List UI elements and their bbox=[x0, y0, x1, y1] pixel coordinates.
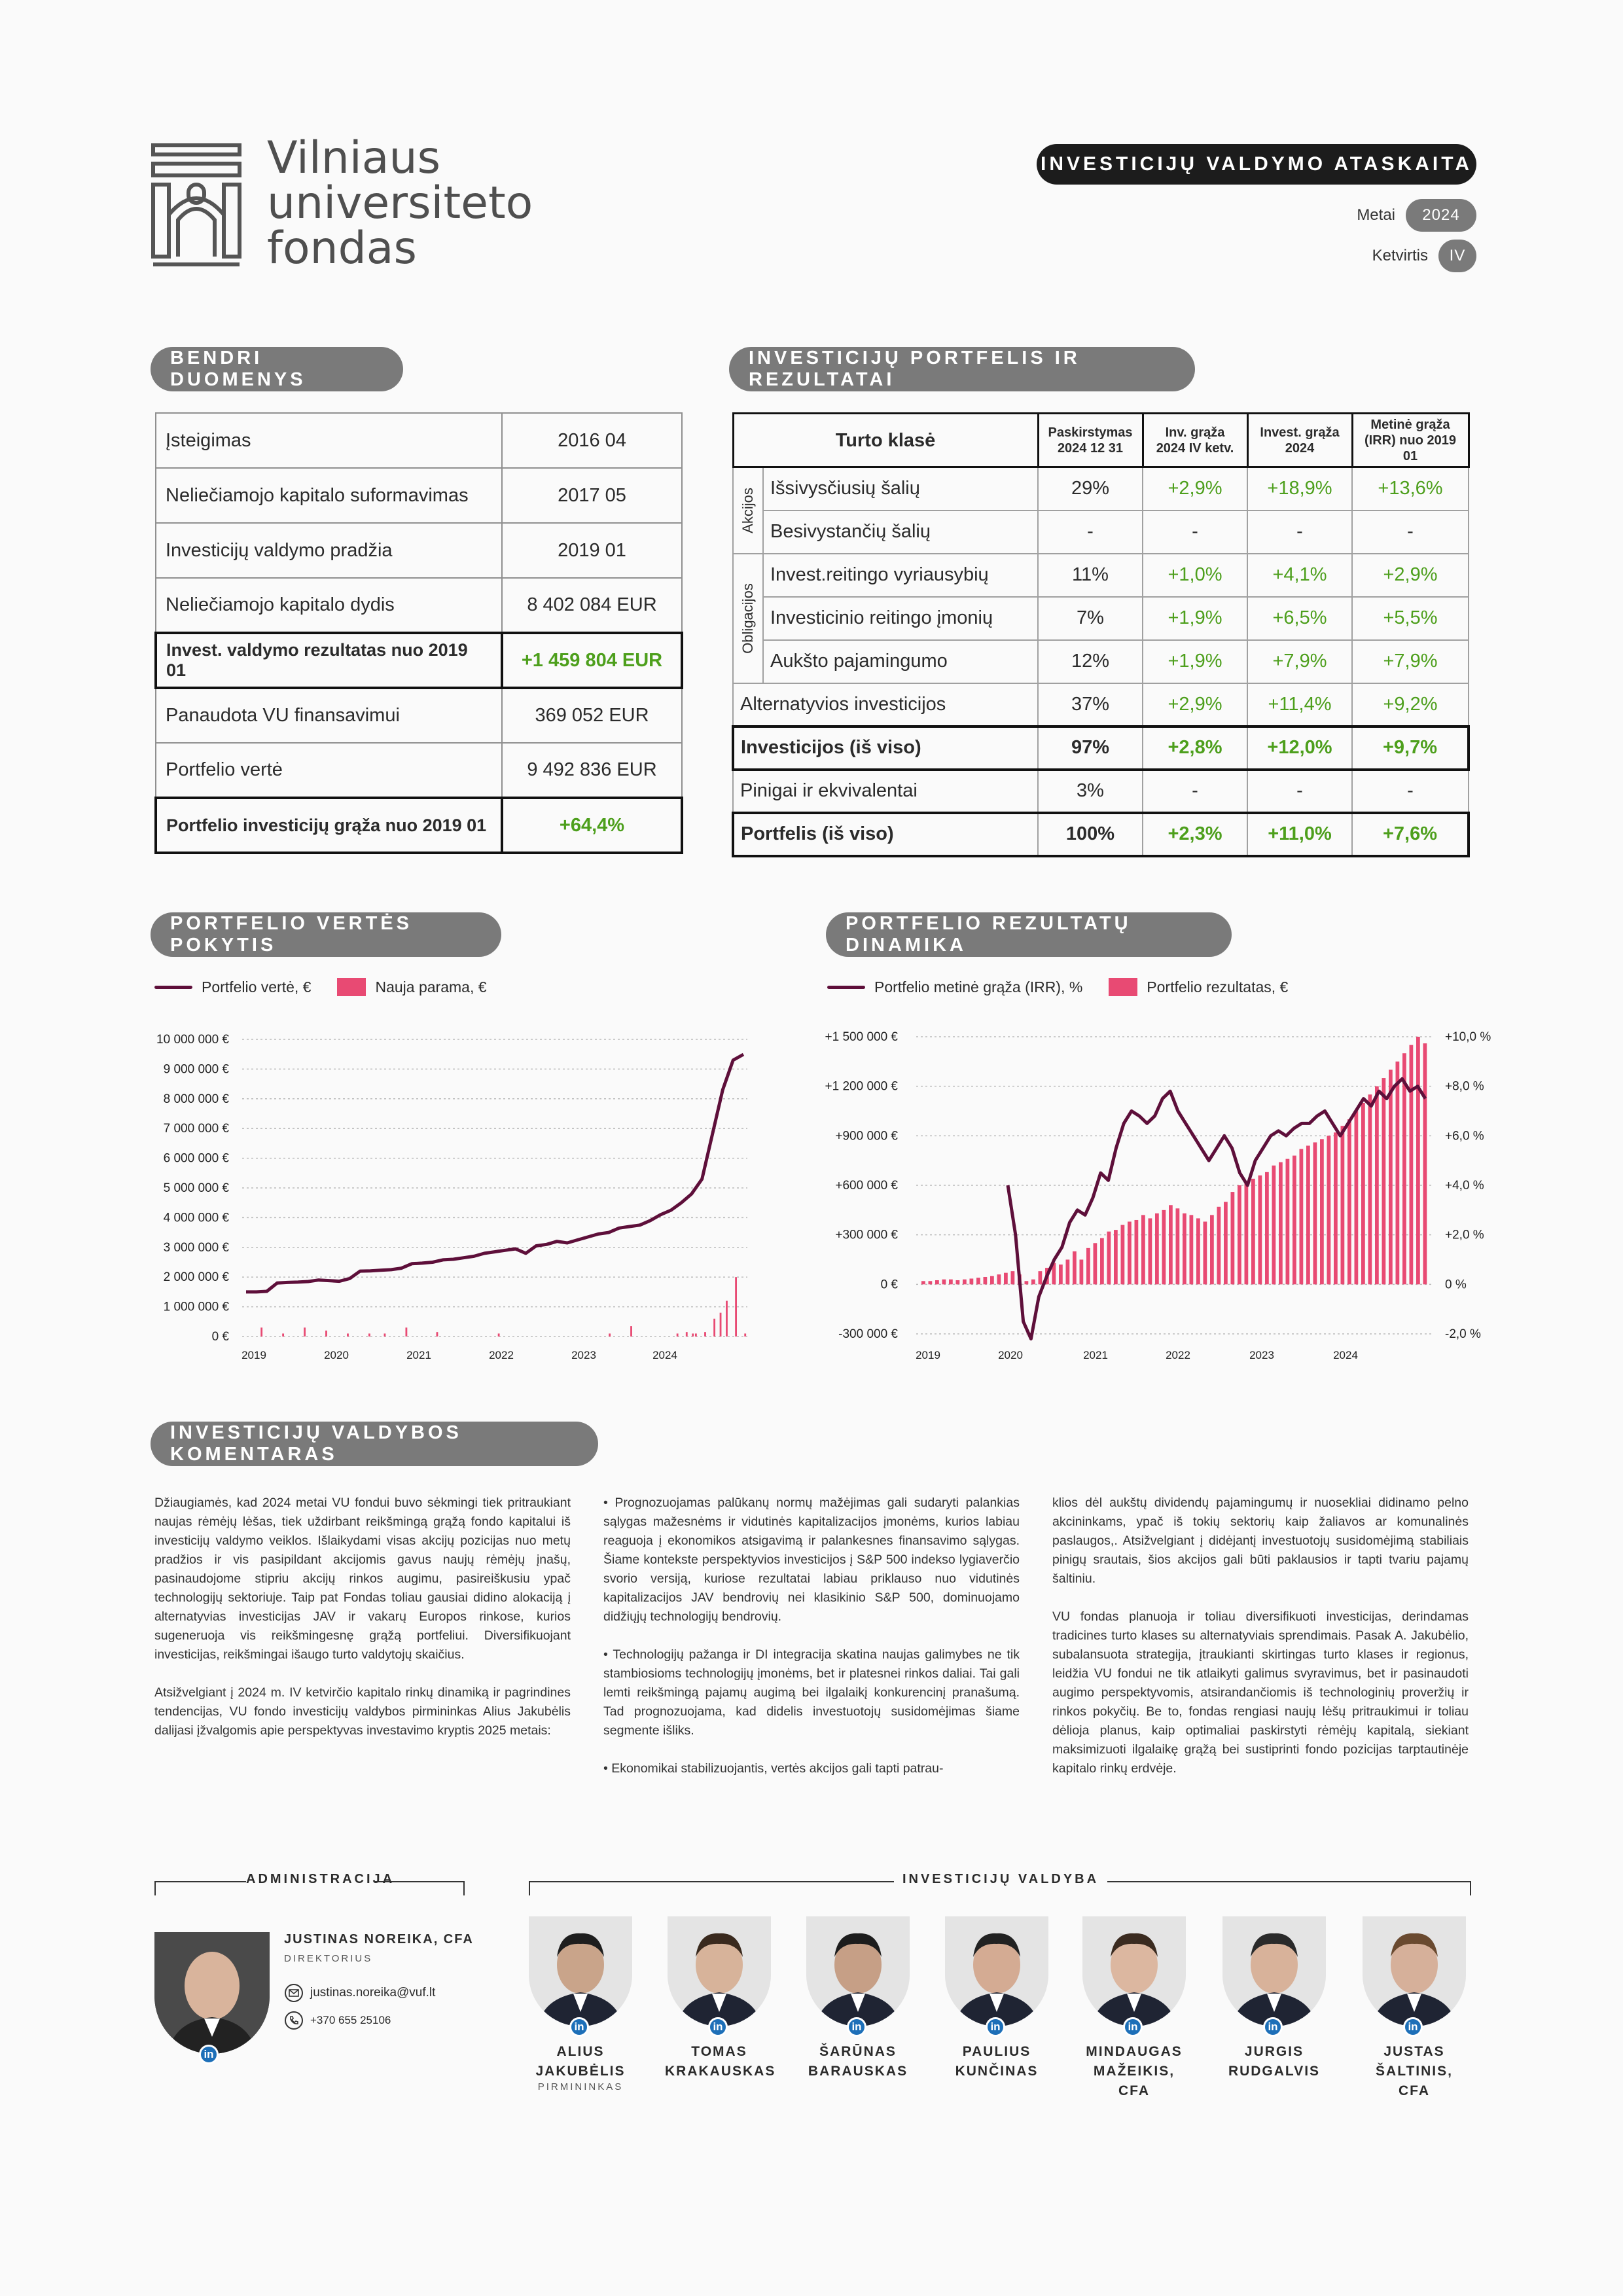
bar bbox=[1031, 1280, 1035, 1285]
board-member bbox=[1220, 1916, 1329, 2081]
board-member-photo bbox=[1222, 1916, 1326, 2026]
year-label: Metai bbox=[1357, 206, 1395, 224]
admin-phone-row[interactable] bbox=[284, 2011, 391, 2030]
portfolio-row bbox=[733, 640, 1469, 683]
bar bbox=[1251, 1179, 1255, 1284]
admin-phone[interactable]: +370 655 25106 bbox=[310, 2014, 391, 2026]
portfolio-cell: +2,9% bbox=[1143, 683, 1247, 726]
portfolio-cell: +1,0% bbox=[1143, 554, 1247, 597]
y-tick-label: 7 000 000 € bbox=[163, 1122, 229, 1136]
admin-photo bbox=[154, 1932, 270, 2054]
admin-email[interactable]: justinas.noreika@vuf.lt bbox=[310, 1986, 436, 2000]
bar bbox=[304, 1327, 306, 1336]
y-tick-label-left: +1 500 000 € bbox=[825, 1030, 898, 1044]
portfolio-cell: - bbox=[1247, 511, 1352, 554]
bar bbox=[1341, 1126, 1345, 1284]
asset-class-label: Aukšto pajamingumo bbox=[763, 640, 1038, 683]
bar bbox=[677, 1333, 679, 1336]
general-row bbox=[156, 578, 682, 633]
board-member bbox=[942, 1916, 1051, 2081]
email-icon bbox=[284, 1983, 304, 2003]
group-label-obligacijos: Obligacijos bbox=[733, 554, 763, 683]
bar bbox=[1265, 1172, 1269, 1285]
bar bbox=[1155, 1213, 1159, 1284]
col-header-asset: Turto klasė bbox=[733, 414, 1038, 467]
board-member-photo bbox=[945, 1916, 1048, 2026]
bar bbox=[990, 1276, 994, 1285]
portfolio-cell: 29% bbox=[1038, 467, 1143, 511]
y-tick-label-left: +1 200 000 € bbox=[825, 1079, 898, 1094]
portfolio-cell: +7,6% bbox=[1352, 813, 1469, 856]
x-tick-label: 2019 bbox=[916, 1349, 940, 1361]
y-tick-label-right: -2,0 % bbox=[1445, 1327, 1481, 1341]
bar bbox=[1402, 1053, 1406, 1284]
y-tick-label-left: +600 000 € bbox=[835, 1179, 898, 1193]
bar bbox=[1382, 1078, 1386, 1284]
general-data-title: BENDRI DUOMENYS bbox=[151, 347, 403, 391]
value-chart-legend bbox=[154, 978, 487, 996]
bar bbox=[1347, 1119, 1351, 1284]
commentary-paragraph: VU fondas planuoja ir toliau diversifikuoti investicijas, derindamas tradicines turto klases su alternatyviais sprendimais. Pasak A. Jakubėlio, subalansuota strategija, įtraukianti skirtingas turto klases ir regionus, leidžia VU fondui ne tik atlaikyti galimus svyravimus, bet ir pasinaudoti augimo perspektyvomis, atsirandančiomis iš technologinių proveržių ir rinkos pokyčių. Be to, fondas rengiasi naujų lėšų pritraukimui ir toliau dėlioja planus, kaip optimaliai paskirstyti rėmėjų kapitalą, siekiant maksimizuoti ilgalaikę grąžą bei sustiprinti fondo pozicijas tarptautinėje kapitalo rinkų erdvėje. bbox=[1052, 1609, 1469, 1776]
bar bbox=[1320, 1139, 1324, 1284]
portfolio-cell: 12% bbox=[1038, 640, 1143, 683]
board-member-photo bbox=[529, 1916, 632, 2026]
x-tick-label: 2024 bbox=[1333, 1349, 1358, 1361]
portfolio-cell: - bbox=[1143, 770, 1247, 813]
y-tick-label: 1 000 000 € bbox=[163, 1300, 229, 1314]
bar bbox=[1410, 1045, 1414, 1285]
bar bbox=[325, 1331, 327, 1336]
results-chart-title: PORTFELIO REZULTATŲ DINAMIKA bbox=[826, 912, 1232, 957]
bar bbox=[1094, 1243, 1097, 1284]
bar bbox=[970, 1279, 974, 1285]
bar bbox=[1128, 1221, 1132, 1284]
bar bbox=[630, 1326, 632, 1336]
general-row-label: Invest. valdymo rezultatas nuo 2019 01 bbox=[156, 633, 502, 688]
general-row bbox=[156, 468, 682, 523]
general-row-value: +64,4% bbox=[502, 798, 682, 853]
y-tick-label-right: +4,0 % bbox=[1445, 1179, 1484, 1193]
x-tick-label: 2022 bbox=[1166, 1349, 1190, 1361]
portfolio-cell: +7,9% bbox=[1247, 640, 1352, 683]
bar bbox=[704, 1332, 706, 1336]
portfolio-cell: +18,9% bbox=[1247, 467, 1352, 511]
bar bbox=[1190, 1215, 1194, 1284]
general-row-label: Neliečiamojo kapitalo suformavimas bbox=[156, 468, 502, 523]
commentary-column-3 bbox=[1052, 1494, 1469, 1797]
linkedin-icon[interactable]: in bbox=[569, 2017, 589, 2037]
bar bbox=[976, 1278, 980, 1284]
bar bbox=[720, 1313, 722, 1336]
x-tick-label: 2019 bbox=[241, 1349, 266, 1361]
portfolio-cell: +5,5% bbox=[1352, 597, 1469, 640]
x-tick-label: 2024 bbox=[652, 1349, 677, 1361]
linkedin-icon[interactable]: in bbox=[708, 2017, 728, 2037]
bar bbox=[1355, 1111, 1359, 1285]
bar bbox=[1389, 1069, 1393, 1284]
bar bbox=[1334, 1132, 1338, 1284]
bar bbox=[609, 1333, 611, 1336]
portfolio-row bbox=[733, 683, 1469, 726]
col-header-allocation: Paskirstymas 2024 12 31 bbox=[1038, 414, 1143, 467]
bar bbox=[1135, 1220, 1139, 1284]
x-tick-label: 2022 bbox=[489, 1349, 514, 1361]
quarter-row bbox=[1372, 240, 1476, 272]
university-gate-icon bbox=[151, 143, 242, 268]
board-title: INVESTICIJŲ VALDYBA bbox=[894, 1872, 1107, 1887]
portfolio-row bbox=[733, 511, 1469, 554]
year-row bbox=[1357, 199, 1476, 232]
bar bbox=[1361, 1103, 1365, 1284]
linkedin-icon[interactable]: in bbox=[1123, 2017, 1143, 2037]
bar bbox=[942, 1280, 946, 1285]
quarter-badge: IV bbox=[1438, 240, 1476, 272]
portfolio-cell: +1,9% bbox=[1143, 640, 1247, 683]
y-tick-label-right: +2,0 % bbox=[1445, 1228, 1484, 1242]
x-tick-label: 2021 bbox=[1083, 1349, 1108, 1361]
year-badge: 2024 bbox=[1406, 199, 1476, 232]
x-tick-label: 2020 bbox=[998, 1349, 1023, 1361]
portfolio-row bbox=[733, 554, 1469, 597]
general-row-value: 2016 04 bbox=[502, 413, 682, 468]
bar bbox=[1238, 1185, 1241, 1284]
portfolio-cell: +1,9% bbox=[1143, 597, 1247, 640]
portfolio-cell: +9,7% bbox=[1352, 726, 1469, 770]
bar bbox=[1327, 1136, 1331, 1284]
portfolio-row bbox=[733, 813, 1469, 856]
general-row bbox=[156, 413, 682, 468]
legend-bar-swatch bbox=[337, 978, 366, 996]
portfolio-cell: +6,5% bbox=[1247, 597, 1352, 640]
bar bbox=[437, 1332, 438, 1336]
board-member bbox=[526, 1916, 635, 2092]
legend-label: Portfelio vertė, € bbox=[202, 978, 312, 996]
bar bbox=[997, 1274, 1001, 1284]
series-line bbox=[246, 1054, 743, 1292]
general-row-label: Panaudota VU finansavimui bbox=[156, 688, 502, 743]
commentary-column-2 bbox=[603, 1494, 1020, 1797]
general-row-value: 9 492 836 EUR bbox=[502, 743, 682, 798]
general-row-label: Portfelio vertė bbox=[156, 743, 502, 798]
board-member-role: PIRMININKAS bbox=[537, 2081, 624, 2092]
board-member-photo bbox=[806, 1916, 910, 2026]
commentary-paragraph: • Ekonomikai stabilizuojantis, vertės akcijos gali tapti patrau- bbox=[603, 1761, 944, 1776]
general-row-label: Neliečiamojo kapitalo dydis bbox=[156, 578, 502, 633]
portfolio-cell: - bbox=[1247, 770, 1352, 813]
linkedin-icon[interactable]: in bbox=[1403, 2017, 1423, 2037]
bar bbox=[1004, 1273, 1008, 1285]
x-tick-label: 2020 bbox=[324, 1349, 349, 1361]
bar bbox=[1368, 1094, 1372, 1284]
bar bbox=[1149, 1218, 1152, 1284]
portfolio-cell: 3% bbox=[1038, 770, 1143, 813]
bar bbox=[1231, 1192, 1235, 1284]
bar bbox=[1114, 1230, 1118, 1284]
board-member bbox=[804, 1916, 912, 2081]
bar bbox=[935, 1280, 939, 1284]
bar bbox=[1141, 1215, 1145, 1284]
logo-line: Vilniaus bbox=[267, 132, 440, 184]
y-tick-label: 8 000 000 € bbox=[163, 1092, 229, 1106]
portfolio-cell: - bbox=[1352, 511, 1469, 554]
y-tick-label-left: 0 € bbox=[880, 1278, 898, 1292]
bar bbox=[929, 1281, 933, 1284]
x-tick-label: 2023 bbox=[571, 1349, 596, 1361]
bar bbox=[1086, 1248, 1090, 1284]
portfolio-cell: +4,1% bbox=[1247, 554, 1352, 597]
board-member-name: JURGIS RUDGALVIS bbox=[1228, 2044, 1321, 2079]
logo-text bbox=[267, 132, 533, 274]
board-member-photo bbox=[1082, 1916, 1186, 2026]
bar bbox=[686, 1332, 688, 1336]
y-tick-label: 9 000 000 € bbox=[163, 1062, 229, 1077]
y-tick-label-right: +6,0 % bbox=[1445, 1129, 1484, 1143]
board-member-photo bbox=[668, 1916, 771, 2026]
bar bbox=[1204, 1221, 1207, 1284]
board-member-name: MINDAUGAS MAŽEIKIS, CFA bbox=[1086, 2044, 1183, 2098]
bar bbox=[1107, 1232, 1111, 1285]
bar bbox=[1396, 1062, 1400, 1285]
asset-class-label: Investicinio reitingo įmonių bbox=[763, 597, 1038, 640]
bar bbox=[282, 1333, 284, 1336]
admin-role: DIREKTORIUS bbox=[284, 1953, 373, 1964]
report-title: INVESTICIJŲ VALDYMO ATASKAITA bbox=[1037, 144, 1476, 185]
general-row-value: 2017 05 bbox=[502, 468, 682, 523]
board-member bbox=[665, 1916, 774, 2081]
bar bbox=[921, 1281, 925, 1284]
y-tick-label-right: +8,0 % bbox=[1445, 1079, 1484, 1094]
y-tick-label: 0 € bbox=[211, 1330, 229, 1344]
y-tick-label-right: +10,0 % bbox=[1445, 1030, 1491, 1044]
bar bbox=[1217, 1207, 1221, 1285]
portfolio-cell: +2,8% bbox=[1143, 726, 1247, 770]
portfolio-cell: +2,9% bbox=[1352, 554, 1469, 597]
portfolio-cell: +2,3% bbox=[1143, 813, 1247, 856]
bar bbox=[498, 1333, 500, 1336]
bar bbox=[744, 1333, 746, 1336]
logo-line: universiteto bbox=[267, 177, 533, 229]
general-row bbox=[156, 743, 682, 798]
commentary-paragraph: Atsižvelgiant į 2024 m. IV ketvirčio kapitalo rinkų dinamiką ir pagrindines tendencijas, VU fondo investicijų valdybos pirmininkas Alius Jakubėlis dalijasi įžvalgomis apie perspektyvas investavimo kryptis 2025 metais: bbox=[154, 1685, 571, 1738]
y-tick-label-left: +300 000 € bbox=[835, 1228, 898, 1242]
asset-class-label: Portfelis (iš viso) bbox=[733, 813, 1038, 856]
portfolio-cell: +9,2% bbox=[1352, 683, 1469, 726]
asset-class-label: Investicijos (iš viso) bbox=[733, 726, 1038, 770]
board-member-name: ŠARŪNAS BARAUSKAS bbox=[808, 2044, 908, 2079]
logo-line: fondas bbox=[267, 223, 417, 274]
portfolio-table bbox=[732, 412, 1470, 857]
bar bbox=[1306, 1145, 1310, 1284]
bar bbox=[1423, 1043, 1427, 1284]
admin-name: JUSTINAS NOREIKA, CFA bbox=[284, 1932, 474, 1946]
y-tick-label: 3 000 000 € bbox=[163, 1240, 229, 1255]
linkedin-icon[interactable]: in bbox=[1263, 2017, 1283, 2037]
bar bbox=[1416, 1037, 1420, 1284]
bar bbox=[1066, 1260, 1070, 1285]
asset-class-label: Besivystančių šalių bbox=[763, 511, 1038, 554]
general-row-label: Portfelio investicijų grąža nuo 2019 01 bbox=[156, 798, 502, 853]
commentary-title: INVESTICIJŲ VALDYBOS KOMENTARAS bbox=[151, 1422, 598, 1466]
results-chart-legend bbox=[827, 978, 1288, 996]
board-member-name: JUSTAS ŠALTINIS, CFA bbox=[1376, 2044, 1453, 2098]
bar bbox=[692, 1333, 694, 1336]
value-chart bbox=[0, 1021, 785, 1374]
general-row bbox=[156, 523, 682, 578]
y-tick-label: 5 000 000 € bbox=[163, 1181, 229, 1195]
bar bbox=[1293, 1156, 1296, 1285]
bar bbox=[1183, 1213, 1186, 1284]
bar bbox=[1210, 1215, 1214, 1284]
portfolio-cell: 37% bbox=[1038, 683, 1143, 726]
linkedin-icon[interactable]: in bbox=[847, 2017, 866, 2037]
bar bbox=[260, 1327, 262, 1336]
bar bbox=[949, 1280, 953, 1285]
general-row-label: Investicijų valdymo pradžia bbox=[156, 523, 502, 578]
legend-bar-swatch bbox=[1109, 978, 1137, 996]
bar bbox=[1073, 1251, 1077, 1284]
commentary-paragraph: klios dėl aukštų dividendų pajamingumų ir nuosekliai didinamo pelno akcininkams, ypač iš tokių sektorių kaip žaliavos ar komunalinės paslaugos,. Atsižvelgiant į didėjantį investuotojų susidomėjimą stabiliais pinigų srautais, šios akcijos gali būti paklausios ir tapti tvariu pajamų šaltiniu. bbox=[1052, 1496, 1469, 1586]
asset-class-label: Alternatyvios investicijos bbox=[733, 683, 1038, 726]
portfolio-cell: +7,9% bbox=[1352, 640, 1469, 683]
legend-line-swatch bbox=[154, 986, 192, 989]
legend-label: Portfelio rezultatas, € bbox=[1147, 978, 1289, 996]
portfolio-cell: +11,0% bbox=[1247, 813, 1352, 856]
portfolio-cell: 7% bbox=[1038, 597, 1143, 640]
board-member-name: TOMAS KRAKAUSKAS bbox=[665, 2044, 776, 2079]
bar bbox=[713, 1319, 715, 1336]
asset-class-label: Pinigai ir ekvivalentai bbox=[733, 770, 1038, 813]
admin-title: ADMINISTRACIJA bbox=[246, 1872, 395, 1886]
bar bbox=[1121, 1225, 1125, 1285]
general-row bbox=[156, 633, 682, 688]
bar bbox=[1375, 1086, 1379, 1285]
general-row-value: 369 052 EUR bbox=[502, 688, 682, 743]
portfolio-row bbox=[733, 726, 1469, 770]
board-member-name: ALIUS JAKUBĖLIS bbox=[535, 2044, 626, 2079]
portfolio-cell: - bbox=[1352, 770, 1469, 813]
bar bbox=[1300, 1149, 1304, 1285]
general-row-value: +1 459 804 EUR bbox=[502, 633, 682, 688]
col-header-irr: Metinė grąža (IRR) nuo 2019 01 bbox=[1352, 414, 1469, 467]
x-tick-label: 2023 bbox=[1249, 1349, 1274, 1361]
bar bbox=[1100, 1238, 1104, 1285]
bar bbox=[384, 1333, 386, 1336]
board-member bbox=[1080, 1916, 1188, 2101]
bar bbox=[735, 1277, 737, 1336]
bar bbox=[963, 1280, 967, 1285]
bar bbox=[1286, 1159, 1290, 1285]
bar bbox=[347, 1333, 349, 1336]
general-data-table bbox=[154, 412, 683, 854]
portfolio-cell: +13,6% bbox=[1352, 467, 1469, 511]
portfolio-row bbox=[733, 597, 1469, 640]
linkedin-icon[interactable]: in bbox=[199, 2045, 219, 2064]
legend-line-swatch bbox=[827, 986, 865, 989]
portfolio-row bbox=[733, 770, 1469, 813]
bar bbox=[1039, 1271, 1043, 1284]
y-tick-label: 6 000 000 € bbox=[163, 1151, 229, 1166]
col-header-q4: Inv. grąža 2024 IV ketv. bbox=[1143, 414, 1247, 467]
bar bbox=[1279, 1162, 1283, 1285]
board-member bbox=[1360, 1916, 1469, 2101]
bar bbox=[368, 1333, 370, 1336]
bar bbox=[1169, 1205, 1173, 1284]
col-header-year: Invest. grąža 2024 bbox=[1247, 414, 1352, 467]
portfolio-cell: 11% bbox=[1038, 554, 1143, 597]
commentary-paragraph: • Technologijų pažanga ir DI integracija skatina naujas galimybes ne tik stambiosioms technologijų įmonėms, bet ir platesnei rinkos daliai. Tai gali lemti reikšmingą pajamų augimą bei ilgalaikį konkurencinį pranašumą. Tad prognozuojama, kad didelis investuotojų susidomėjimas šiame segmente išliks. bbox=[603, 1647, 1020, 1738]
admin-email-row[interactable] bbox=[284, 1983, 435, 2003]
board-member-photo bbox=[1363, 1916, 1466, 2026]
value-chart-title: PORTFELIO VERTĖS POKYTIS bbox=[151, 912, 501, 957]
asset-class-label: Išsivysčiusių šalių bbox=[763, 467, 1038, 511]
general-row bbox=[156, 688, 682, 743]
general-row bbox=[156, 798, 682, 853]
bar bbox=[1272, 1166, 1276, 1285]
y-tick-label-left: +900 000 € bbox=[835, 1129, 898, 1143]
asset-class-label: Invest.reitingo vyriausybių bbox=[763, 554, 1038, 597]
bar bbox=[1080, 1260, 1084, 1285]
portfolio-row bbox=[733, 467, 1469, 511]
commentary-paragraph: Džiaugiamės, kad 2024 metai VU fondui buvo sėkmingi tiek pritraukiant naujas rėmėjų lėšas, tiek uždirbant reikšmingą grąžą fondo kapitalui iš investicijų valdymo veiklos. Išlaikydami visas akcijų pozicijas nuo metų pradžios ir vis pasipildant akcijomis gavus naujų rėmėjų įnašų, pasinaudojome stipriu akcijų rinkos augimu, pasireiškusiu ypač technologijų sektoriuje. Taip pat Fondas toliau gausiai didino alokaciją į alternatyvias investicijas JAV ir vakarų Europos rinkose, kurios sugeneruoja vis reikšmingesnę grąžą portfeliui. Diversifikuojant investicijas, reikšmingai išaugo turto valdytojų skaičius. bbox=[154, 1496, 571, 1662]
bar bbox=[1162, 1210, 1166, 1285]
bar bbox=[1224, 1202, 1228, 1284]
y-tick-label: 4 000 000 € bbox=[163, 1211, 229, 1225]
bar bbox=[1313, 1142, 1317, 1284]
results-chart bbox=[785, 1021, 1623, 1374]
portfolio-cell: - bbox=[1143, 511, 1247, 554]
board-member-name: PAULIUS KUNČINAS bbox=[955, 2044, 1039, 2079]
bar bbox=[1258, 1175, 1262, 1284]
legend-label: Nauja parama, € bbox=[375, 978, 487, 996]
portfolio-cell: +11,4% bbox=[1247, 683, 1352, 726]
portfolio-cell: +12,0% bbox=[1247, 726, 1352, 770]
bar bbox=[1176, 1208, 1180, 1284]
bar bbox=[984, 1277, 988, 1284]
general-row-value: 2019 01 bbox=[502, 523, 682, 578]
commentary-column-1 bbox=[154, 1494, 571, 1759]
bar bbox=[1245, 1182, 1249, 1284]
y-tick-label-right: 0 % bbox=[1445, 1278, 1467, 1292]
commentary-paragraph: • Prognozuojamas palūkanų normų mažėjimas gali sudaryti palankias sąlygas mažesnėms ir vidutinės kapitalizacijos įmonėms, kurios labiau reaguoja į ekonomikos atsigavimą ir palankesnes finansavimo sąlygas. Šiame kontekste perspektyvios investicijos į S&P 500 indekso lygiaverčio svorio versiją, kuriose rezultatai labiau priklauso nuo vidutinės kapitalizacijos JAV bendrovių nei klasikinio S&P 500, dominuojamo didžiųjų technologijų bendrovių. bbox=[603, 1496, 1020, 1624]
general-row-value: 8 402 084 EUR bbox=[502, 578, 682, 633]
portfolio-cell: 97% bbox=[1038, 726, 1143, 770]
general-row-label: Įsteigimas bbox=[156, 413, 502, 468]
bar bbox=[726, 1301, 728, 1336]
group-label-akcijos: Akcijos bbox=[733, 467, 763, 554]
portfolio-cell: 100% bbox=[1038, 813, 1143, 856]
portfolio-cell: - bbox=[1038, 511, 1143, 554]
bar bbox=[1011, 1271, 1015, 1284]
bar bbox=[1025, 1281, 1029, 1284]
bar bbox=[1196, 1218, 1200, 1284]
bar bbox=[1059, 1265, 1063, 1284]
bar bbox=[956, 1280, 960, 1284]
y-tick-label-left: -300 000 € bbox=[838, 1327, 898, 1341]
portfolio-title: INVESTICIJŲ PORTFELIS IR REZULTATAI bbox=[729, 347, 1195, 391]
linkedin-icon[interactable]: in bbox=[986, 2017, 1005, 2037]
legend-label: Portfelio metinė grąža (IRR), % bbox=[874, 978, 1083, 996]
bar bbox=[405, 1327, 407, 1336]
portfolio-cell: +2,9% bbox=[1143, 467, 1247, 511]
y-tick-label: 10 000 000 € bbox=[156, 1033, 229, 1047]
quarter-label: Ketvirtis bbox=[1372, 247, 1428, 264]
x-tick-label: 2021 bbox=[406, 1349, 431, 1361]
y-tick-label: 2 000 000 € bbox=[163, 1270, 229, 1285]
bar bbox=[695, 1333, 697, 1336]
phone-icon bbox=[284, 2011, 304, 2030]
